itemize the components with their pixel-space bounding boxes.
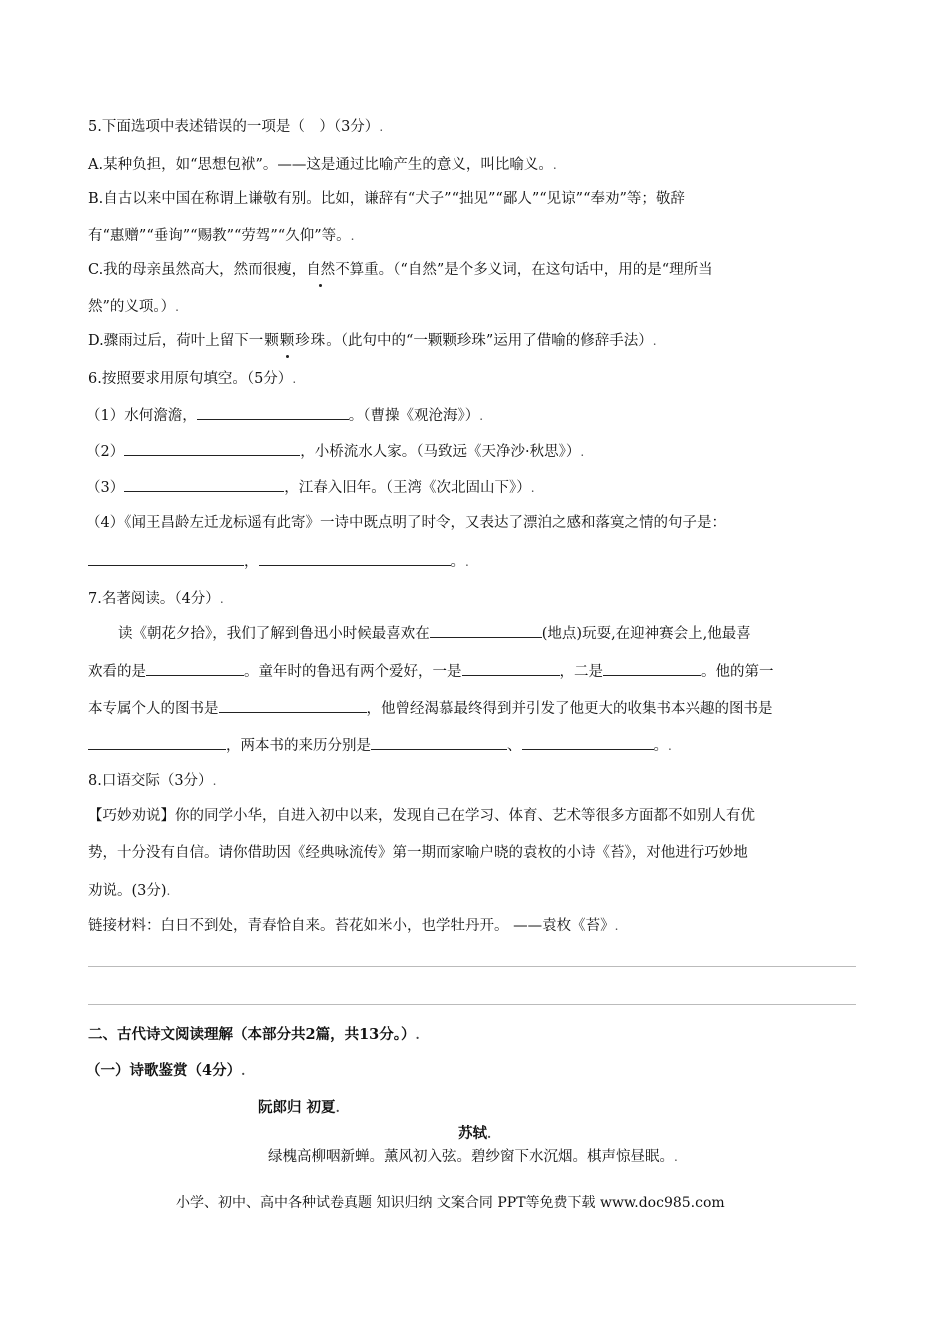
paragraph-mark-icon: . [465, 555, 469, 569]
answer-blank[interactable] [197, 404, 349, 420]
poem-author-text: 苏轼 [458, 1125, 487, 1142]
q8-material-text: 链接材料：白日不到处，青春恰自来。苔花如米小，也学牡丹开。 ——袁枚《苔》 [88, 918, 615, 934]
poem-title [258, 1096, 340, 1117]
dotted-word-pearls: 一颗颗珍珠 [249, 330, 327, 352]
q6-item-3-text: ，江春入旧年。（王湾《次北固山下》） [284, 480, 531, 496]
section2-title [88, 1024, 420, 1046]
period: 。 [450, 554, 465, 570]
answer-blank[interactable] [88, 734, 226, 750]
q7-line2-text-b: 。童年时的鲁迅有两个爱好，一是 [244, 664, 462, 680]
q6-item-4-text: （4）《闻王昌龄左迁龙标遥有此寄》一诗中既点明了时令，又表达了漂泊之感和落寞之情的句子是： [86, 515, 726, 531]
q6-item-2-text: ，小桥流水人家。（马致远《天净沙·秋思》） [300, 444, 581, 460]
q7-stem [88, 588, 224, 610]
q7-line3-text-b: ，他曾经渴慕最终得到并引发了他更大的收集书本兴趣的图书是 [366, 701, 773, 717]
q7-line1 [118, 622, 751, 645]
q7-line4-end: 。 [653, 738, 668, 754]
q7-line3 [88, 697, 773, 720]
page-footer [176, 1192, 725, 1212]
answer-blank[interactable] [124, 440, 300, 456]
answer-blank[interactable] [371, 734, 507, 750]
q7-line1-text-rest: (地点)玩耍,在迎神赛会上,他最喜 [541, 626, 751, 642]
q7-line2-text: 欢看的是 [88, 664, 146, 680]
dotted-word-ziran: 自然 [306, 259, 335, 281]
paragraph-mark-icon: . [580, 445, 585, 459]
answer-line[interactable] [88, 1004, 856, 1005]
q5-stem [88, 116, 383, 138]
q8-material [88, 915, 618, 937]
paragraph-mark-icon: . [219, 592, 224, 606]
answer-line[interactable] [88, 966, 856, 967]
paragraph-mark-icon: . [479, 409, 484, 423]
q5-option-c-text-rest: 不算重。（“自然”是个多义词，在这句话中，用的是“理所当 [335, 262, 713, 278]
q7-line2-text-c: ，二是 [559, 664, 603, 680]
q5-option-b-line2 [88, 225, 354, 247]
q6-item-1 [86, 404, 483, 427]
paragraph-mark-icon: . [292, 372, 297, 386]
paragraph-mark-icon: . [166, 884, 171, 898]
q5-option-d-text: D.骤雨过后，荷叶上留下 [88, 333, 249, 349]
paragraph-mark-icon: . [241, 1064, 246, 1078]
q6-item-2-label: （2） [86, 444, 125, 460]
q6-stem [88, 368, 296, 390]
q7-line3-text: 本专属个人的图书是 [88, 701, 219, 717]
page-footer-text: 小学、初中、高中各种试卷真题 知识归纳 文案合同 PPT等免费下载 www.doc985.com [176, 1195, 725, 1211]
answer-blank[interactable] [146, 660, 244, 676]
poem-line-1 [268, 1145, 678, 1166]
q7-line1-text: 读《朝花夕拾》，我们了解到鲁迅小时候最喜欢在 [118, 626, 430, 642]
q6-item-3 [86, 476, 535, 499]
q8-line1-text: 【巧妙劝说】你的同学小华，自进入初中以来，发现自己在学习、体育、艺术等很多方面都不如别人有优 [88, 808, 755, 824]
q6-item-2 [86, 440, 584, 463]
answer-blank[interactable] [430, 622, 542, 638]
paragraph-mark-icon: . [668, 739, 672, 753]
q5-option-b-text: B.自古以来中国在称谓上谦敬有别。比如，谦辞有“犬子”“拙见”“鄙人”“见谅”“奉劝”等；敬辞 [88, 191, 685, 207]
q5-option-d [88, 330, 657, 352]
poem-author [458, 1122, 491, 1143]
q6-stem-text: 6.按照要求用原句填空。（5分） [88, 371, 293, 387]
answer-blank[interactable] [219, 697, 367, 713]
paragraph-mark-icon: . [674, 1150, 678, 1164]
poem-line-1-text: 绿槐高柳咽新蝉。薰风初入弦。碧纱窗下水沉烟。棋声惊昼眠。 [268, 1149, 674, 1165]
section2-title-text: 二、古代诗文阅读理解（本部分共2篇，共13分。） [88, 1026, 416, 1043]
paragraph-mark-icon: . [530, 481, 535, 495]
q5-option-c-text-2: 然”的义项。） [88, 299, 176, 315]
q7-stem-text: 7.名著阅读。（4分） [88, 591, 220, 607]
q7-line4 [88, 734, 672, 757]
q6-item-4 [86, 512, 726, 534]
answer-blank[interactable] [462, 660, 560, 676]
answer-blank[interactable] [88, 550, 244, 566]
q8-line3-text: 劝说。(3分) [88, 883, 167, 899]
answer-blank[interactable] [259, 550, 451, 566]
q5-option-b-line1 [88, 188, 685, 210]
paragraph-mark-icon: . [212, 774, 217, 788]
q6-item-4-answers [88, 550, 469, 573]
q7-line4-text: ，两本书的来历分别是 [226, 738, 371, 754]
emphasis-dotted-word [306, 262, 335, 278]
paragraph-mark-icon: . [614, 919, 619, 933]
q8-line2 [88, 842, 748, 864]
comma: ， [244, 554, 259, 570]
paragraph-mark-icon: . [552, 158, 557, 172]
q5-option-a [88, 154, 557, 176]
paragraph-mark-icon: . [175, 300, 179, 314]
q8-line1 [88, 805, 755, 827]
paragraph-mark-icon: . [415, 1028, 420, 1042]
q6-item-3-label: （3） [86, 480, 125, 496]
q8-stem [88, 770, 216, 792]
answer-blank[interactable] [522, 734, 654, 750]
q5-option-b-text-2: 有“惠赠”“垂询”“赐教”“劳驾”“久仰”等。 [88, 228, 351, 244]
paragraph-mark-icon: . [652, 334, 657, 348]
q7-line4-sep: 、 [507, 738, 522, 754]
section2-subtitle [86, 1060, 245, 1082]
q7-line2 [88, 660, 774, 683]
q5-option-d-text-rest: 。（此句中的“一颗颗珍珠”运用了借喻的修辞手法） [326, 333, 653, 349]
q5-option-c-line2 [88, 296, 179, 318]
q8-line2-text: 势，十分没有自信。请你借助因《经典咏流传》第一期而家喻户晓的袁枚的小诗《苔》，对他进行巧妙地 [88, 845, 748, 861]
paragraph-mark-icon: . [335, 1101, 340, 1115]
q6-item-1-text: （1）水何澹澹， [86, 408, 197, 424]
paragraph-mark-icon: . [379, 120, 384, 134]
q5-option-a-text: A.某种负担，如“思想包袱”。——这是通过比喻产生的意义，叫比喻义。 [88, 157, 553, 173]
q8-line3 [88, 880, 170, 902]
answer-blank[interactable] [603, 660, 701, 676]
q6-item-1-source: 。（曹操《观沧海》） [348, 408, 480, 424]
q7-line2-text-d: 。他的第一 [701, 664, 774, 680]
paragraph-mark-icon: . [350, 229, 355, 243]
q5-option-c-line1 [88, 259, 713, 281]
q5-option-c-text: C.我的母亲虽然高大，然而很瘦， [88, 262, 307, 278]
paragraph-mark-icon: . [487, 1127, 492, 1141]
q5-stem-text: 5.下面选项中表述错误的一项是（ ）（3分） [88, 119, 380, 135]
poem-title-text: 阮郎归 初夏 [258, 1099, 336, 1116]
q8-stem-text: 8.口语交际（3分） [88, 773, 213, 789]
section2-subtitle-text: （一）诗歌鉴赏（4分） [86, 1062, 242, 1079]
answer-blank[interactable] [124, 476, 284, 492]
